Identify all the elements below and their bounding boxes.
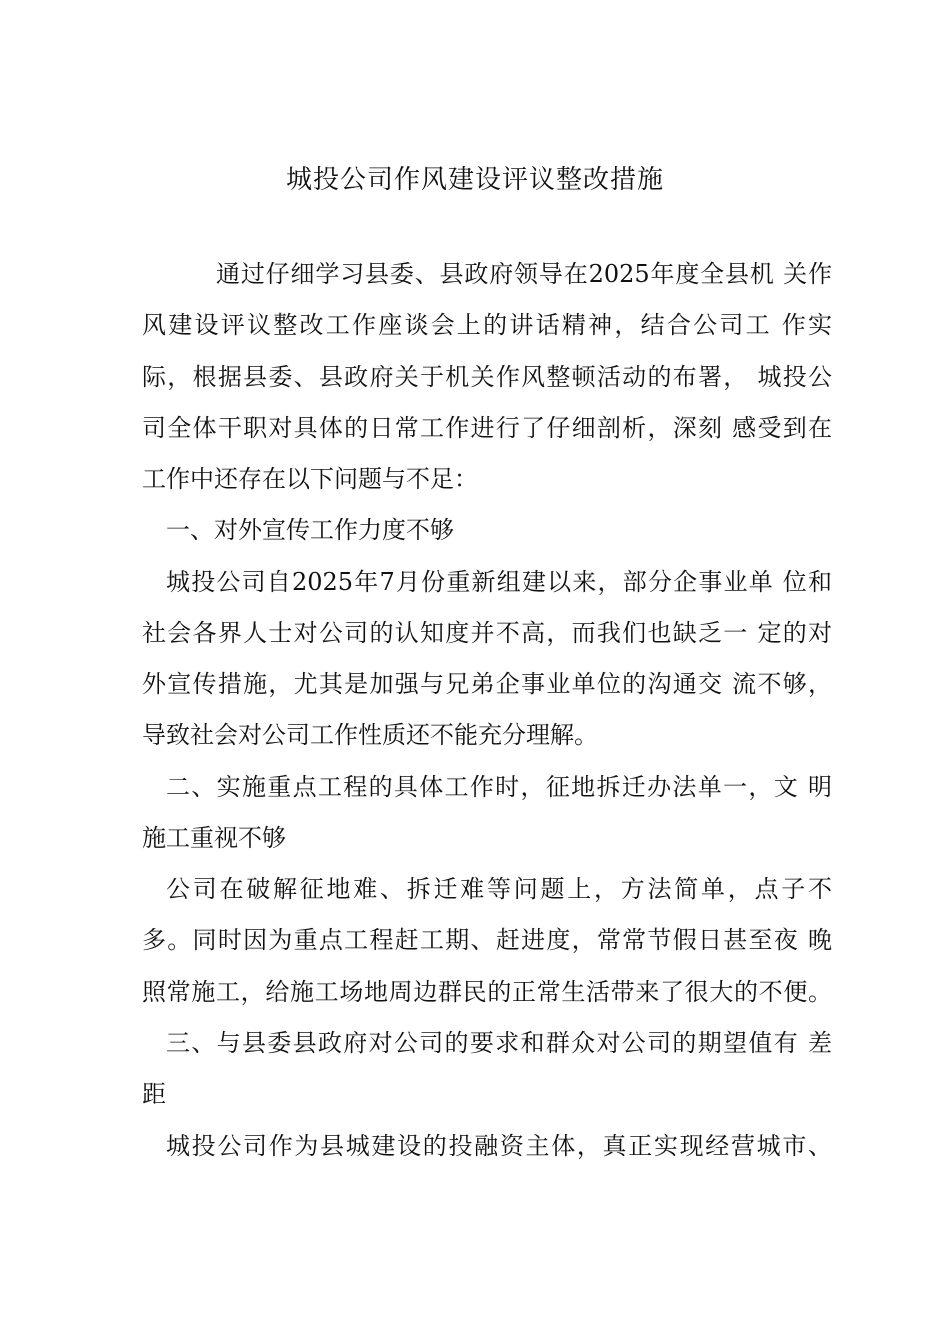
paragraph-intro-line-5: 工作中还存在以下问题与不足： [142, 465, 478, 493]
section-heading-1: 一、对外宣传工作力度不够 [166, 516, 454, 544]
document-title: 城投公司作风建设评议整改措施 [285, 165, 664, 195]
section-heading-3-line-2: 距 [142, 1080, 166, 1108]
section-heading-2-line-1: 二、实施重点工程的具体工作时，征地拆迁办法单一，文 明 [166, 773, 832, 801]
section-1-line-3: 外宣传措施，尤其是加强与兄弟企事业单位的沟通交 流不够， [142, 670, 832, 698]
section-1-line-1: 城投公司自2025年7月份重新组建以来，部分企事业单 位和 [166, 568, 832, 596]
section-2-line-3: 照常施工，给施工场地周边群民的正常生活带来了很大的不便。 [142, 978, 832, 1006]
paragraph-intro-line-3: 际，根据县委、县政府关于机关作风整顿活动的布署， 城投公 [142, 363, 832, 391]
paragraph-intro-line-4: 司全体干职对具体的日常工作进行了仔细剖析，深刻 感受到在 [142, 414, 832, 442]
section-heading-2-line-2: 施工重视不够 [142, 824, 286, 852]
paragraph-intro-line-2: 风建设评议整改工作座谈会上的讲话精神，结合公司工 作实 [142, 311, 832, 339]
section-1-line-4: 导致社会对公司工作性质还不能充分理解。 [142, 721, 598, 749]
section-1-line-2: 社会各界人士对公司的认知度并不高，而我们也缺乏一 定的对 [142, 619, 832, 647]
paragraph-intro-line-1: 通过仔细学习县委、县政府领导在2025年度全县机 关作 [216, 260, 832, 288]
section-3-line-1: 城投公司作为县城建设的投融资主体，真正实现经营城市、 [166, 1132, 832, 1160]
section-heading-3-line-1: 三、与县委县政府对公司的要求和群众对公司的期望值有 差 [166, 1029, 832, 1057]
section-2-line-2: 多。同时因为重点工程赶工期、赶进度，常常节假日甚至夜 晚 [142, 926, 832, 954]
section-2-line-1: 公司在破解征地难、拆迁难等问题上，方法简单，点子不 [166, 875, 832, 903]
